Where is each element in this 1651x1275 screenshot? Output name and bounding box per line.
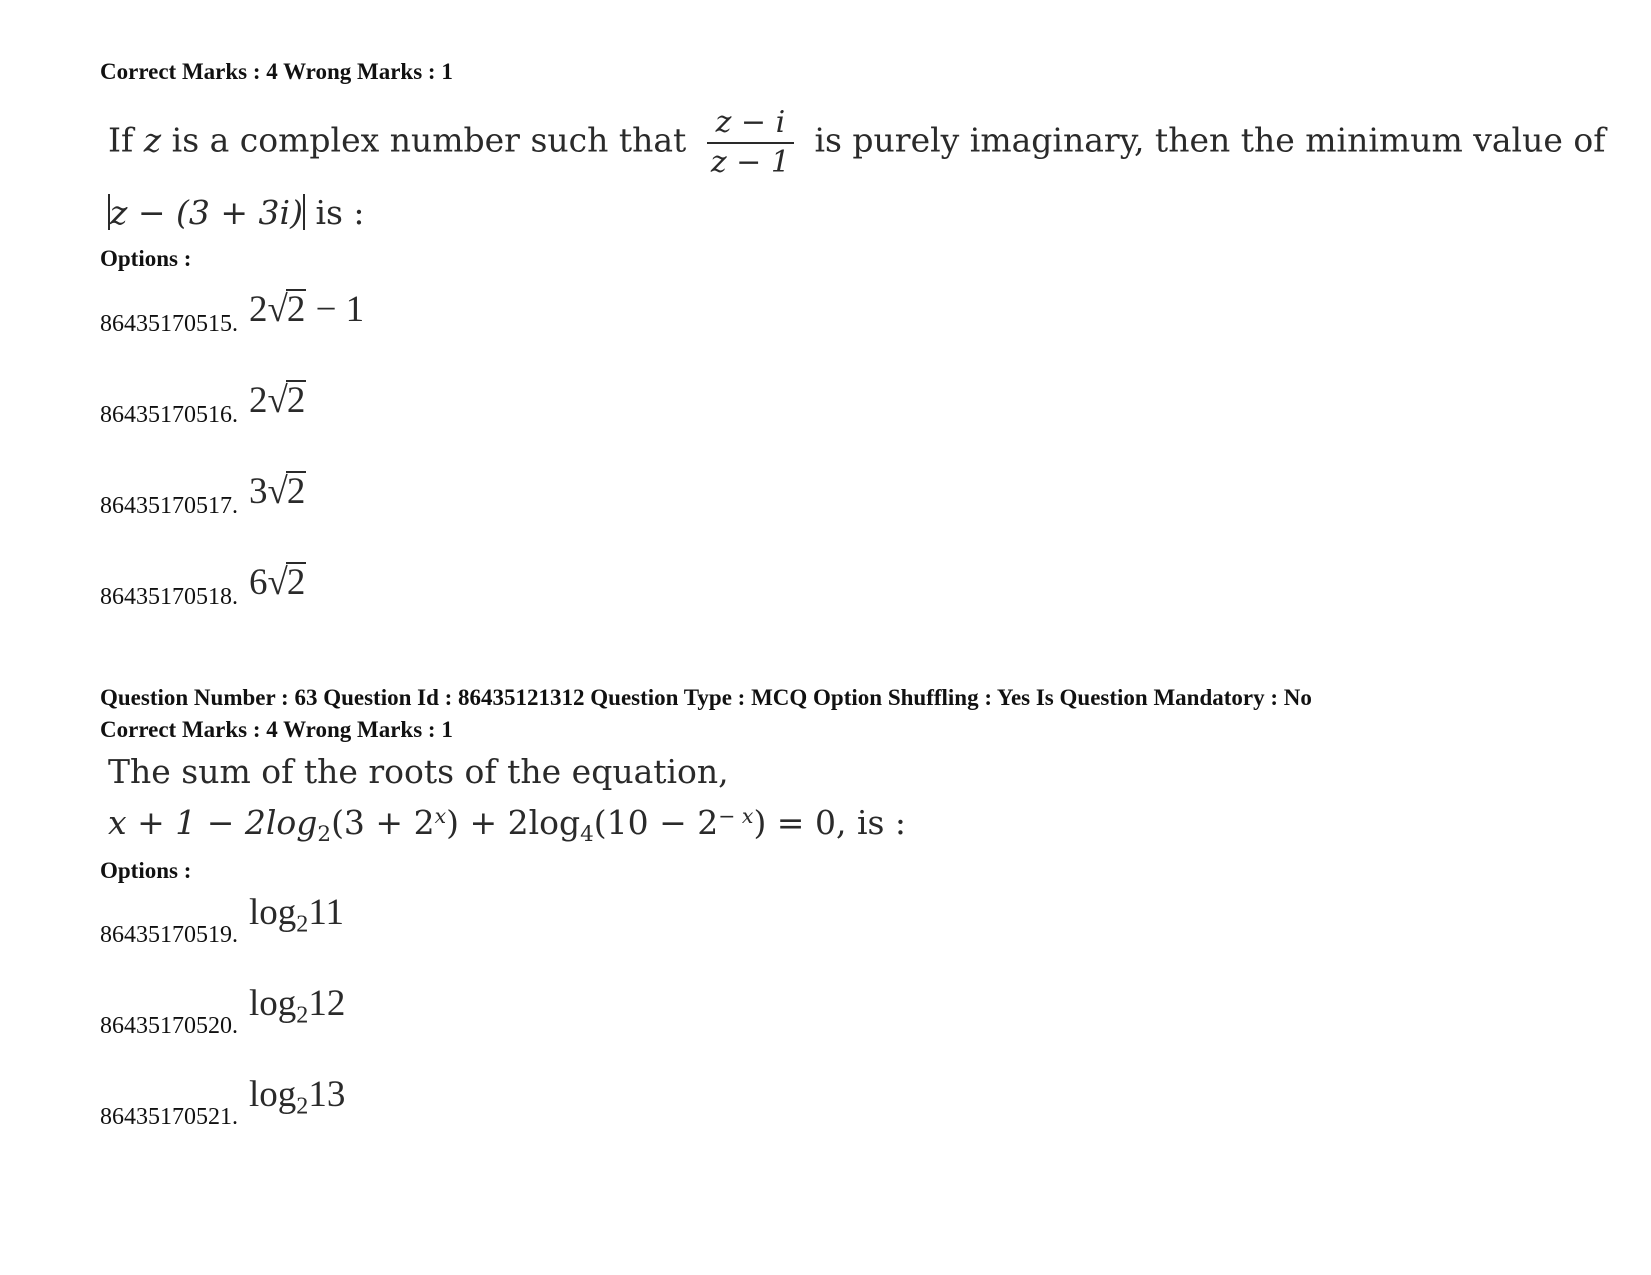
option-answer[interactable] xyxy=(249,380,306,419)
q62-text-mid: is a complex number such that xyxy=(171,120,687,160)
option-radicand: 2 xyxy=(286,380,306,421)
option-coefficient: 2 xyxy=(249,380,268,421)
q62-fraction xyxy=(707,104,794,181)
q62-question-line2 xyxy=(108,194,365,230)
q62-text-after: is purely imaginary, then the minimum value of xyxy=(814,120,1606,160)
q62-question-line1 xyxy=(108,104,1605,181)
eq-part: (10 − 2 xyxy=(593,803,719,842)
option-function: log xyxy=(249,892,297,933)
option-function: log xyxy=(249,983,297,1024)
option-answer[interactable] xyxy=(249,562,306,601)
q62-var-z: z xyxy=(143,120,162,160)
eq-superscript: − x xyxy=(718,803,754,828)
q63-question-line1: The sum of the roots of the equation, xyxy=(108,752,729,791)
option-base: 2 xyxy=(296,1002,309,1029)
sqrt-icon: √ xyxy=(267,289,288,330)
eq-superscript: x xyxy=(434,803,447,828)
eq-subscript: 2 xyxy=(317,821,332,847)
option-coefficient: 2 xyxy=(249,289,268,330)
eq-subscript: 4 xyxy=(580,821,594,847)
q62-expression-suffix: is : xyxy=(315,193,365,232)
option-radicand: 2 xyxy=(286,562,306,603)
option-answer[interactable] xyxy=(249,892,344,938)
option-answer[interactable] xyxy=(249,983,346,1029)
option-argument: 11 xyxy=(308,892,344,933)
option-id: 86435170519. xyxy=(100,922,238,948)
option-id: 86435170521. xyxy=(100,1104,238,1130)
option-id: 86435170516. xyxy=(100,402,238,428)
q62-fraction-numerator: z − i xyxy=(707,104,794,144)
option-base: 2 xyxy=(296,911,309,938)
option-answer[interactable] xyxy=(249,471,306,510)
abs-bar-right xyxy=(303,194,305,230)
eq-part: (3 + 2 xyxy=(331,803,435,842)
option-coefficient: 3 xyxy=(249,471,268,512)
q62-fraction-denominator: z − 1 xyxy=(710,144,790,180)
eq-part: ) = 0, xyxy=(753,803,847,842)
eq-part: x + 1 − 2log xyxy=(108,803,318,842)
option-id: 86435170515. xyxy=(100,311,238,337)
q63-options-label: Options : xyxy=(100,858,192,883)
option-radicand: 2 xyxy=(286,471,306,512)
option-base: 2 xyxy=(296,1093,309,1120)
eq-suffix: is : xyxy=(856,803,907,842)
option-tail: − 1 xyxy=(315,289,365,330)
option-radicand: 2 xyxy=(286,289,306,330)
sqrt-icon: √ xyxy=(267,380,288,421)
option-answer[interactable] xyxy=(249,289,364,328)
sqrt-icon: √ xyxy=(267,471,288,512)
option-answer[interactable] xyxy=(249,1074,346,1120)
sqrt-icon: √ xyxy=(267,562,288,603)
q63-header: Question Number : 63 Question Id : 86435121312 Question Type : MCQ Option Shuffling : Yes Is Question Mandatory : No xyxy=(100,685,1312,710)
eq-part: ) + 2log xyxy=(446,803,581,842)
option-argument: 13 xyxy=(308,1074,346,1115)
option-id: 86435170517. xyxy=(100,493,238,519)
q62-expression: z − (3 + 3i) xyxy=(110,193,303,232)
q63-marks: Correct Marks : 4 Wrong Marks : 1 xyxy=(100,717,453,742)
option-coefficient: 6 xyxy=(249,562,268,603)
q62-options-label: Options : xyxy=(100,246,192,271)
q62-text-intro: If xyxy=(108,120,134,160)
option-id: 86435170520. xyxy=(100,1013,238,1039)
option-id: 86435170518. xyxy=(100,584,238,610)
q63-equation xyxy=(108,803,907,847)
option-argument: 12 xyxy=(308,983,346,1024)
q62-marks: Correct Marks : 4 Wrong Marks : 1 xyxy=(100,59,453,84)
option-function: log xyxy=(249,1074,297,1115)
